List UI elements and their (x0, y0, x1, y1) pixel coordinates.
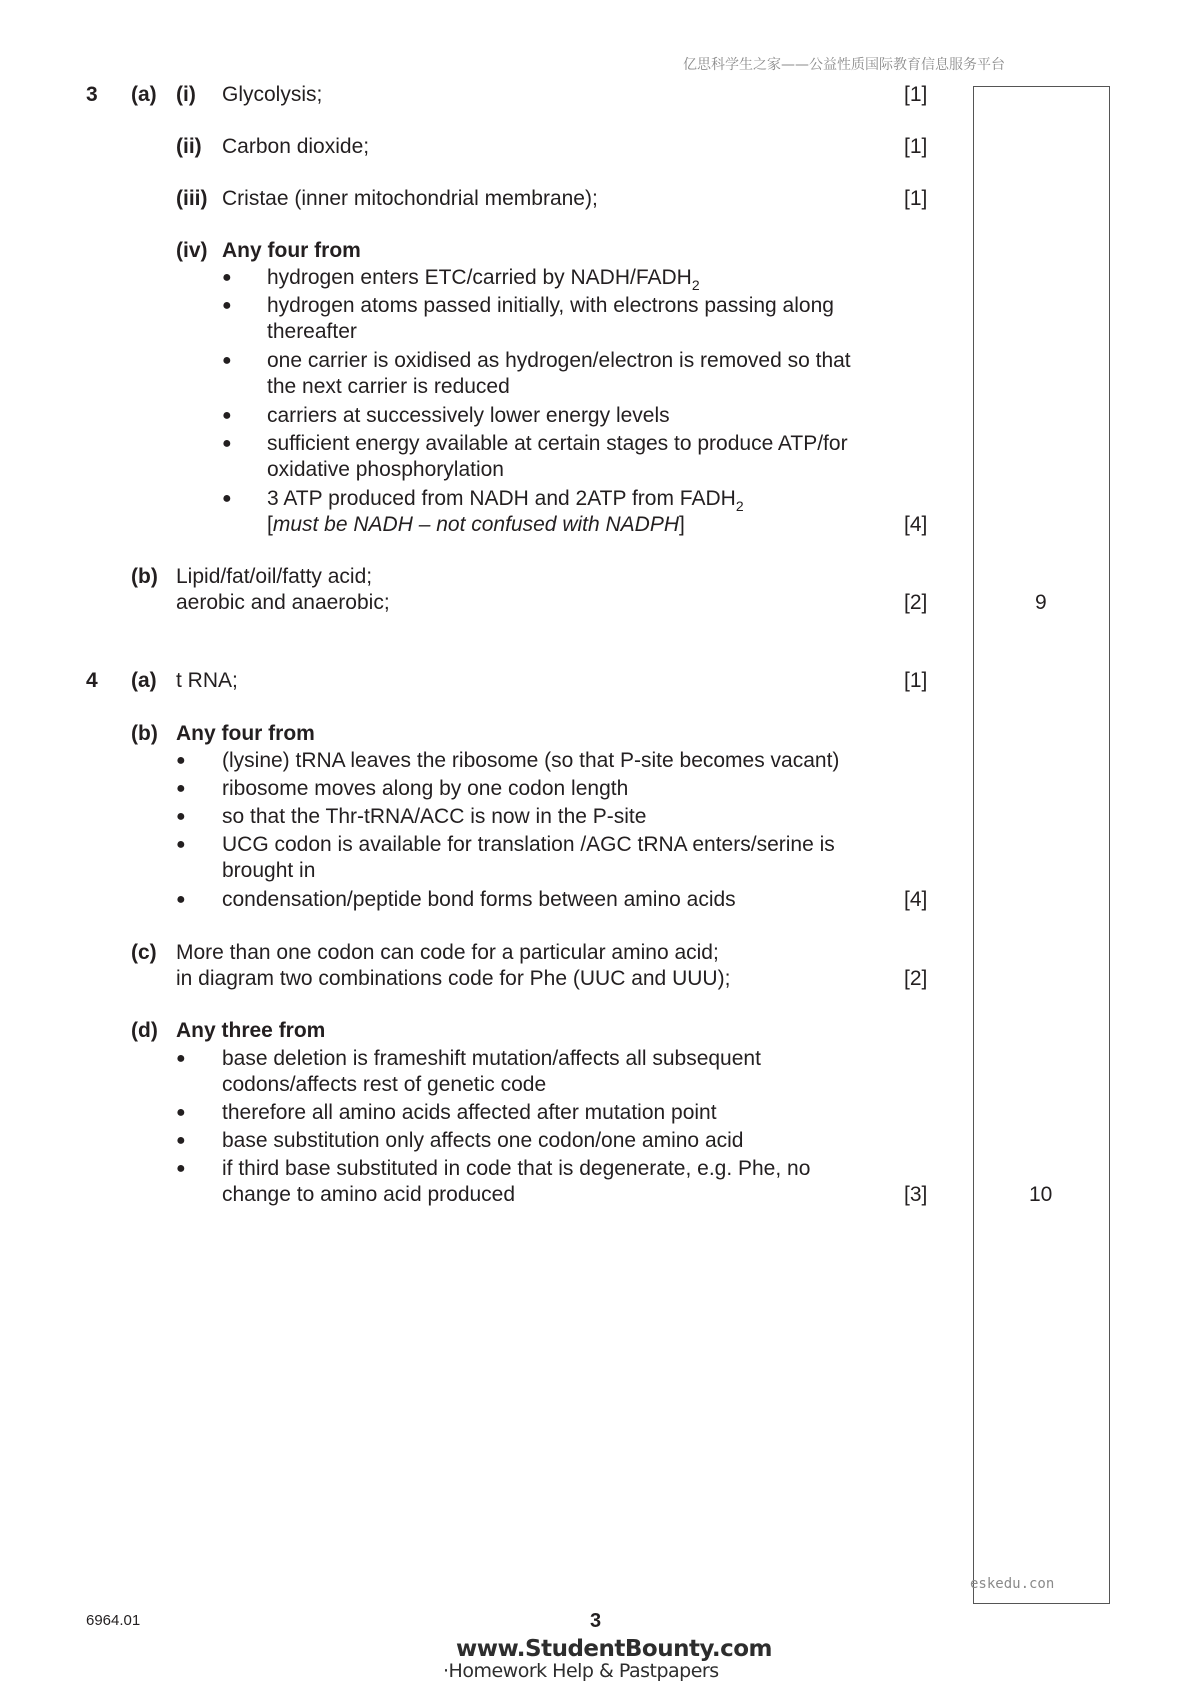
bullet-icon: ● (176, 1104, 186, 1121)
q3-b-answer-line-1: Lipid/fat/oil/fatty acid; (176, 565, 373, 588)
q4-d-point-4-line-1: if third base substituted in code that is degenerate, e.g. Phe, no (222, 1157, 811, 1180)
q4-b-point-1: (lysine) tRNA leaves the ribosome (so that P-site becomes vacant) (222, 749, 840, 772)
q3-a-iv-mark: [4] (904, 513, 928, 536)
q4-part-b-label: (b) (131, 722, 158, 745)
question-3-number: 3 (86, 83, 98, 106)
q4-part-a-label: (a) (131, 669, 157, 692)
q3-a-i-mark: [1] (904, 83, 928, 106)
q3-a-iv-point-3-line-2: the next carrier is reduced (267, 375, 510, 398)
q4-total-mark: 10 (1029, 1183, 1053, 1206)
q4-d-heading: Any three from (176, 1019, 326, 1042)
q3-a-iv-point-2-line-1: hydrogen atoms passed initially, with electrons passing along (267, 294, 834, 317)
bullet-icon: ● (176, 780, 186, 797)
q3-a-ii-answer: Carbon dioxide; (222, 135, 370, 158)
q4-part-d-label: (d) (131, 1019, 158, 1042)
bullet-icon: ● (176, 891, 186, 908)
bullet-icon: ● (222, 297, 232, 314)
q4-d-point-4-line-2: change to amino acid produced (222, 1183, 516, 1206)
q3-a-ii-label: (ii) (176, 135, 202, 158)
q3-part-a-label: (a) (131, 83, 157, 106)
q3-a-iv-label: (iv) (176, 239, 208, 262)
q4-c-mark: [2] (904, 967, 928, 990)
q4-b-point-3: so that the Thr-tRNA/ACC is now in the P-site (222, 805, 647, 828)
page-number: 3 (590, 1610, 602, 1632)
bullet-icon: ● (176, 808, 186, 825)
q4-part-c-label: (c) (131, 941, 157, 964)
q3-a-iv-point-4: carriers at successively lower energy levels (267, 404, 670, 427)
eskedu-watermark: eskedu.con (970, 1576, 1055, 1592)
bullet-icon: ● (176, 1050, 186, 1067)
q4-b-point-4-line-2: brought in (222, 859, 316, 882)
bullet-icon: ● (222, 490, 232, 507)
q3-a-iv-point-2-line-2: thereafter (267, 320, 357, 343)
q4-c-answer-line-1: More than one codon can code for a particular amino acid; (176, 941, 719, 964)
q4-d-point-2: therefore all amino acids affected after mutation point (222, 1101, 717, 1124)
paper-code: 6964.01 (86, 1612, 141, 1629)
q4-d-mark: [3] (904, 1183, 928, 1206)
bullet-icon: ● (176, 836, 186, 853)
header-watermark: 亿思科学生之家——公益性质国际教育信息服务平台 (683, 57, 1005, 73)
q3-a-iv-point-6-line-1: 3 ATP produced from NADH and 2ATP from $FADH_2$ (267, 487, 744, 514)
studentbounty-tagline: ·Homework Help & Pastpapers (443, 1660, 719, 1682)
q4-a-answer: t RNA; (176, 669, 238, 692)
q3-a-iv-point-3-line-1: one carrier is oxidised as hydrogen/electron is removed so that (267, 349, 851, 372)
q4-b-mark: [4] (904, 888, 928, 911)
q3-a-iv-point-5-line-2: oxidative phosphorylation (267, 458, 504, 481)
bullet-icon: ● (176, 1160, 186, 1177)
q3-a-i-answer: Glycolysis; (222, 83, 323, 106)
q4-d-point-3: base substitution only affects one codon/one amino acid (222, 1129, 744, 1152)
q3-a-ii-mark: [1] (904, 135, 928, 158)
q4-b-point-4-line-1: UCG codon is available for translation /AGC tRNA enters/serine is (222, 833, 835, 856)
q3-a-iii-label: (iii) (176, 187, 208, 210)
bullet-icon: ● (222, 352, 232, 369)
marks-margin-box (973, 86, 1110, 1604)
question-4-number: 4 (86, 669, 98, 692)
bullet-icon: ● (176, 1132, 186, 1149)
bullet-icon: ● (222, 407, 232, 424)
q4-b-point-5: condensation/peptide bond forms between amino acids (222, 888, 736, 911)
q3-a-iv-point-6-note: [must be NADH – not confused with NADPH] (267, 513, 685, 536)
q3-a-iv-point-5-line-1: sufficient energy available at certain stages to produce ATP/for (267, 432, 848, 455)
q4-c-answer-line-2: in diagram two combinations code for Phe (UUC and UUU); (176, 967, 731, 990)
q3-b-mark: [2] (904, 591, 928, 614)
bullet-icon: ● (222, 269, 232, 286)
q3-a-iv-point-1: hydrogen enters ETC/carried by NADH/$FADH_2$ (267, 266, 700, 293)
q4-d-point-1-line-2: codons/affects rest of genetic code (222, 1073, 547, 1096)
q3-a-i-label: (i) (176, 83, 196, 106)
q3-a-iv-heading: Any four from (222, 239, 361, 262)
q3-part-b-label: (b) (131, 565, 158, 588)
bullet-icon: ● (222, 435, 232, 452)
q4-a-mark: [1] (904, 669, 928, 692)
q3-a-iii-answer: Cristae (inner mitochondrial membrane); (222, 187, 598, 210)
q3-total-mark: 9 (1035, 591, 1047, 614)
studentbounty-site-link[interactable]: www.StudentBounty.com (456, 1636, 772, 1662)
q4-b-point-2: ribosome moves along by one codon length (222, 777, 629, 800)
q4-b-heading: Any four from (176, 722, 315, 745)
q4-d-point-1-line-1: base deletion is frameshift mutation/affects all subsequent (222, 1047, 761, 1070)
q3-a-iii-mark: [1] (904, 187, 928, 210)
q3-b-answer-line-2: aerobic and anaerobic; (176, 591, 390, 614)
bullet-icon: ● (176, 752, 186, 769)
